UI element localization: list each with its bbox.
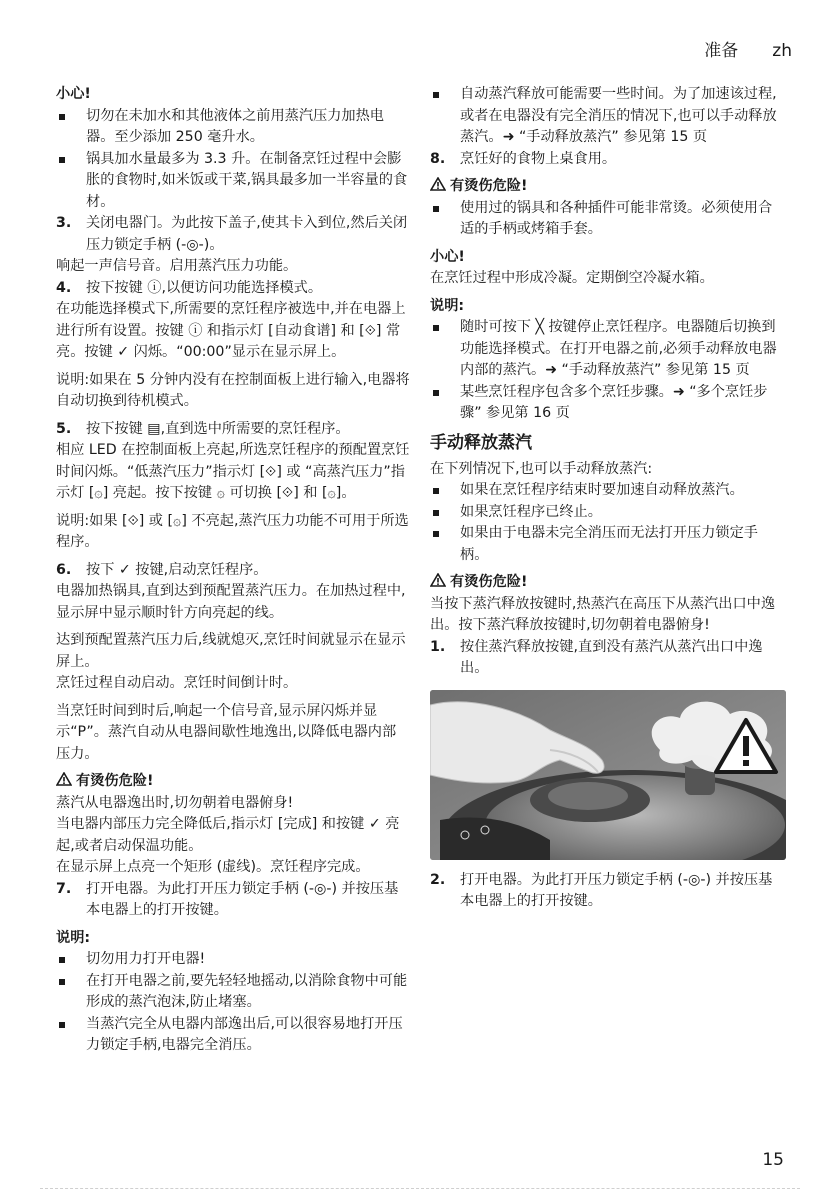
- caution-title: 小心!: [430, 248, 465, 265]
- illustration-graphic: [430, 690, 786, 860]
- warning-title: [430, 176, 786, 198]
- step-4: [56, 278, 410, 300]
- note-item: 切勿用力打开电器!: [56, 949, 410, 971]
- step-number: 3.: [56, 215, 72, 231]
- warning-title-text: 有烫伤危险!: [450, 574, 528, 590]
- caution-item: 锅具加水量最多为 3.3 升。在制备烹饪过程中会膨胀的食物时,如米饭或干菜,锅具最多加一半容量的食材。: [56, 149, 410, 214]
- note-item: 当蒸汽完全从电器内部逸出后,可以很容易地打开压力锁定手柄,电器完全消压。: [56, 1014, 410, 1057]
- steam-release-illustration: [430, 690, 786, 860]
- note: 说明:如果在 5 分钟内没有在控制面板上进行输入,电器将自动切换到待机模式。: [56, 371, 410, 409]
- step-text: 打开电器。为此打开压力锁定手柄 (-◎-) 并按压基本电器上的打开按键。: [86, 880, 399, 918]
- step-7: [56, 879, 410, 922]
- note-item: 某些烹饪程序包含多个烹饪步骤。➜ “多个烹饪步骤” 参见第 16 页: [430, 382, 786, 425]
- step-6: [56, 560, 410, 582]
- warning-triangle-icon: [430, 177, 446, 191]
- warning-triangle-icon: [430, 573, 446, 587]
- step-text: 按住蒸汽释放按键,直到没有蒸汽从蒸汽出口中逸出。: [460, 638, 763, 676]
- paragraph: 蒸汽从电器逸出时,切勿朝着电器俯身!: [56, 794, 294, 811]
- note-title: 说明:: [430, 297, 465, 314]
- paragraph: 响起一声信号音。启用蒸汽压力功能。: [56, 258, 298, 274]
- paragraph: 在显示屏上点亮一个矩形 (虚线)。烹饪程序完成。: [56, 859, 370, 875]
- step-text: 按下按键 ⓘ,以便访问功能选择模式。: [86, 279, 323, 296]
- step-2: [430, 870, 786, 913]
- right-column: [430, 84, 786, 913]
- paragraph: 当烹饪时间到时后,响起一个信号音,显示屏闪烁并显示“P”。蒸汽自动从电器间歇性地逸出,以降低电器内部压力。: [56, 702, 397, 762]
- paragraph: 在功能选择模式下,所需要的烹饪程序被选中,并在电器上进行所有设置。按键 ⓘ 和指示灯 [自动食谱] 和 [⟐] 常亮。按键 ✓ 闪烁。“00:00”显示在显示屏上。: [56, 301, 406, 360]
- paragraph: 相应 LED 在控制面板上亮起,所选烹饪程序的预配置烹饪时间闪烁。“低蒸汽压力”指示灯 [⟐] 或 “高蒸汽压力”指示灯 [۞] 亮起。按下按键 ۞ 可切换 [⟐] 和 [۞]。: [56, 442, 410, 501]
- step-number: 7.: [56, 880, 72, 897]
- step-number: 5.: [56, 420, 72, 437]
- section-heading: 手动释放蒸汽: [430, 432, 532, 453]
- caution-item: 切勿在未加水和其他液体之前用蒸汽压力加热电器。至少添加 250 毫升水。: [56, 106, 410, 149]
- warning-title: [56, 771, 410, 793]
- bullet-item: 自动蒸汽释放可能需要一些时间。为了加速该过程,或者在电器没有完全消压的情况下,也可以手动释放蒸汽。➜ “手动释放蒸汽” 参见第 15 页: [430, 84, 786, 149]
- left-column: [56, 84, 410, 1057]
- step-number: 6.: [56, 561, 72, 578]
- paragraph: 在下列情况下,也可以手动释放蒸汽:: [430, 460, 653, 477]
- warning-item: 使用过的锅具和各种插件可能非常烫。必须使用合适的手柄或烤箱手套。: [430, 198, 786, 241]
- step-1: [430, 637, 786, 680]
- step-number: 2.: [430, 871, 446, 888]
- section-title: 准备: [704, 41, 739, 61]
- step-text: 烹饪好的食物上桌食用。: [460, 150, 617, 167]
- note: 说明:如果 [⟐] 或 [۞] 不亮起,蒸汽压力功能不可用于所选程序。: [56, 512, 409, 550]
- warning-title-text: 有烫伤危险!: [450, 178, 528, 194]
- list-item: 如果在烹饪程序结束时要加速自动释放蒸汽。: [430, 480, 786, 502]
- step-number: 1.: [430, 638, 446, 655]
- warning-title: [430, 572, 786, 594]
- footer-rule: [40, 1188, 800, 1189]
- paragraph: 当电器内部压力完全降低后,指示灯 [完成] 和按键 ✓ 亮起,或者启动保温功能。: [56, 816, 400, 854]
- paragraph: 电器加热锅具,直到达到预配置蒸汽压力。在加热过程中,显示屏中显示顺时针方向亮起的线。: [56, 583, 406, 621]
- step-8: [430, 149, 786, 171]
- paragraph: 当按下蒸汽释放按键时,热蒸汽在高压下从蒸汽出口中逸出。按下蒸汽释放按键时,切勿朝着电器俯身!: [430, 595, 776, 633]
- list-item: 如果由于电器未完全消压而无法打开压力锁定手柄。: [430, 523, 786, 566]
- warning-triangle-icon: [56, 772, 72, 786]
- note-item: 在打开电器之前,要先轻轻地摇动,以消除食物中可能形成的蒸汽泡沫,防止堵塞。: [56, 971, 410, 1014]
- paragraph: 达到预配置蒸汽压力后,线就熄灭,烹饪时间就显示在显示屏上。: [56, 632, 406, 670]
- step-3: [56, 213, 410, 256]
- caution-title: 小心!: [56, 86, 91, 102]
- step-5: [56, 419, 410, 441]
- language-code: zh: [772, 41, 792, 61]
- list-item: 如果烹饪程序已终止。: [430, 502, 786, 524]
- page-number: 15: [762, 1150, 784, 1170]
- paragraph: 烹饪过程自动启动。烹饪时间倒计时。: [56, 675, 298, 691]
- step-text: 打开电器。为此打开压力锁定手柄 (-◎-) 并按压基本电器上的打开按键。: [460, 871, 773, 909]
- note-title: 说明:: [56, 929, 91, 946]
- step-text: 关闭电器门。为此按下盖子,使其卡入到位,然后关闭压力锁定手柄 (-◎-)。: [86, 215, 408, 253]
- step-text: 按下按键 ▤,直到选中所需要的烹饪程序。: [86, 420, 350, 437]
- page-header: [670, 36, 792, 61]
- warning-title-text: 有烫伤危险!: [76, 773, 154, 789]
- note-item: 随时可按下 ╳ 按键停止烹饪程序。电器随后切换到功能选择模式。在打开电器之前,必须手动释放电器内部的蒸汽。➜ “手动释放蒸汽” 参见第 15 页: [430, 317, 786, 382]
- paragraph: 在烹饪过程中形成冷凝。定期倒空冷凝水箱。: [430, 270, 714, 286]
- step-number: 8.: [430, 150, 446, 167]
- step-number: 4.: [56, 279, 72, 296]
- step-text: 按下 ✓ 按键,启动烹饪程序。: [86, 561, 268, 578]
